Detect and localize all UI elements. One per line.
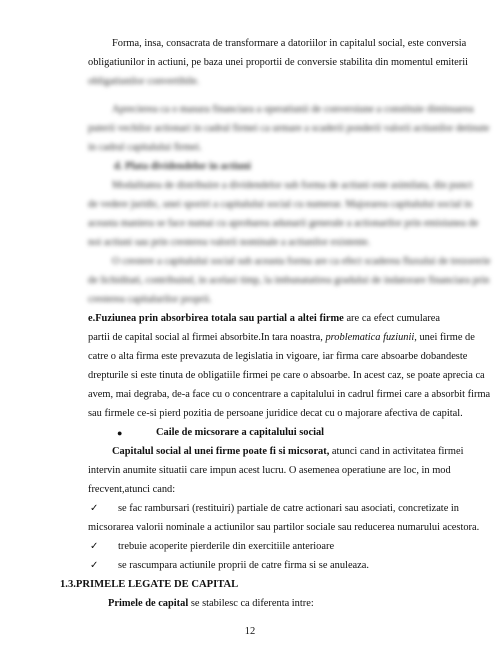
blurred-line-2: puterii vechilor actionari in cadrul firmei ca urmare a scaderii ponderii valorii actiunilor detinute: [88, 123, 490, 134]
checklist-item-1-line-2: micsorarea valorii nominale a actiunilor sau partilor sociale sau reducerea numarului acestora.: [88, 522, 480, 533]
blurred-line-3: in cadrul capitalului firmei.: [88, 142, 202, 153]
bullet-item-label: Caile de micsorare a capitalului social: [156, 427, 325, 438]
blurred-line-8: noi actiuni sau prin cresterea valorii nominale a actiunilor existente.: [88, 237, 371, 248]
check-icon: ✓: [90, 560, 99, 571]
fuziune-italic-term: problematica fuziunii: [325, 332, 415, 343]
paragraph-fuziune-line-6: sau firmele ce-si pierd pozitia de persoane juridice decat cu o majorare afectiva de capital.: [88, 408, 463, 419]
paragraph-fuziune-line-1: [88, 313, 440, 325]
check-icon: ✓: [90, 503, 99, 514]
paragraph-prime-line: [108, 598, 440, 610]
fuziune-line-2-b: , unei firme de: [414, 332, 475, 343]
paragraph-fuziune-line-5: avem, mai degraba, de-a face cu o concentrare a capitalului in cadrul firmei care a absorbit firma: [88, 389, 491, 400]
prime-rest: se stabilesc ca diferenta intre:: [188, 598, 314, 609]
blurred-line-1: Aprecierea ca o masura financiara a operatiunii de conversiune a constituie diminuarea: [112, 104, 474, 115]
checklist-item-1-line-1: se fac rambursari (restituiri) partiale de catre actionari sau asociati, concretizate in: [118, 503, 459, 514]
fuziune-line-2-a: partii de capital social al firmei absorbite.In tara noastra,: [88, 332, 326, 343]
blurred-subheading: d. Plata dividendelor in actiuni: [114, 161, 251, 172]
section-heading: 1.3.PRIMELE LEGATE DE CAPITAL: [60, 579, 239, 590]
fuziune-line-1-rest: are ca efect cumularea: [343, 313, 440, 324]
micsorare-line-1-rest: atunci cand in activitatea firmei: [329, 446, 464, 457]
prime-bold-lead: Primele de capital: [108, 598, 189, 609]
page-number: 12: [244, 626, 256, 637]
paragraph-1-line-2: obligatiunilor in actiuni, pe baza unei proportii de conversie stabilita din momentul emiterii: [88, 57, 469, 68]
blurred-line-9: O crestere a capitalului social sub aceasta forma are ca efect scaderea fluxului de trezorerie: [112, 256, 491, 267]
paragraph-1-line-1: Forma, insa, consacrata de transformare a datoriilor in capitalul social, este conversia: [112, 38, 467, 49]
blurred-line-5: Modalitatea de distribuire a dividendelor sub forma de actiuni este asimilata, din punct: [112, 180, 473, 191]
paragraph-1-line-3: obligatiunilor convertibile.: [88, 76, 200, 87]
blurred-line-7: aceasta maniera se face numai cu aprobarea adunarii generale a actionarilor prin emisiunea de: [88, 218, 479, 229]
paragraph-fuziune-line-2: [88, 332, 475, 344]
bullet-icon: ●: [117, 428, 123, 438]
paragraph-fuziune-line-3: catre o alta firma este prevazuta de legislatia in vigoare, iar firma care absoarbe dobandeste: [88, 351, 468, 362]
checklist-item-3: se rascumpara actiunile proprii de catre firma si se anuleaza.: [118, 560, 369, 571]
paragraph-micsorare-line-2: intervin anumite situatii care impun acest lucru. O asemenea operatiune are loc, in mod: [88, 465, 451, 476]
paragraph-micsorare-line-1: [112, 446, 464, 458]
paragraph-fuziune-line-4: drepturile si este tinuta de obligatiile firmei pe care o absoarbe. In acest caz, se poate aprecia ca: [88, 370, 485, 381]
blurred-line-6: de vedere juridic, unei sporiri a capitalului social cu numerar. Majorarea capitalului social in: [88, 199, 473, 210]
micsorare-bold-lead: Capitalul social al unei firme poate fi si micsorat,: [112, 446, 330, 457]
checklist-item-2: trebuie acoperite pierderile din exercitiile anterioare: [118, 541, 335, 552]
blurred-line-10: de lichiditati, contribuind, in acelasi timp, la imbunatatirea gradului de indatorare financiara prin: [88, 275, 490, 286]
paragraph-micsorare-line-3: frecvent,atunci cand:: [88, 484, 176, 495]
blurred-line-11: cresterea capitalurilor proprii.: [88, 294, 212, 305]
check-icon: ✓: [90, 541, 99, 552]
fuziune-bold-lead: e.Fuziunea prin absorbirea totala sau partial a altei firme: [88, 313, 344, 324]
